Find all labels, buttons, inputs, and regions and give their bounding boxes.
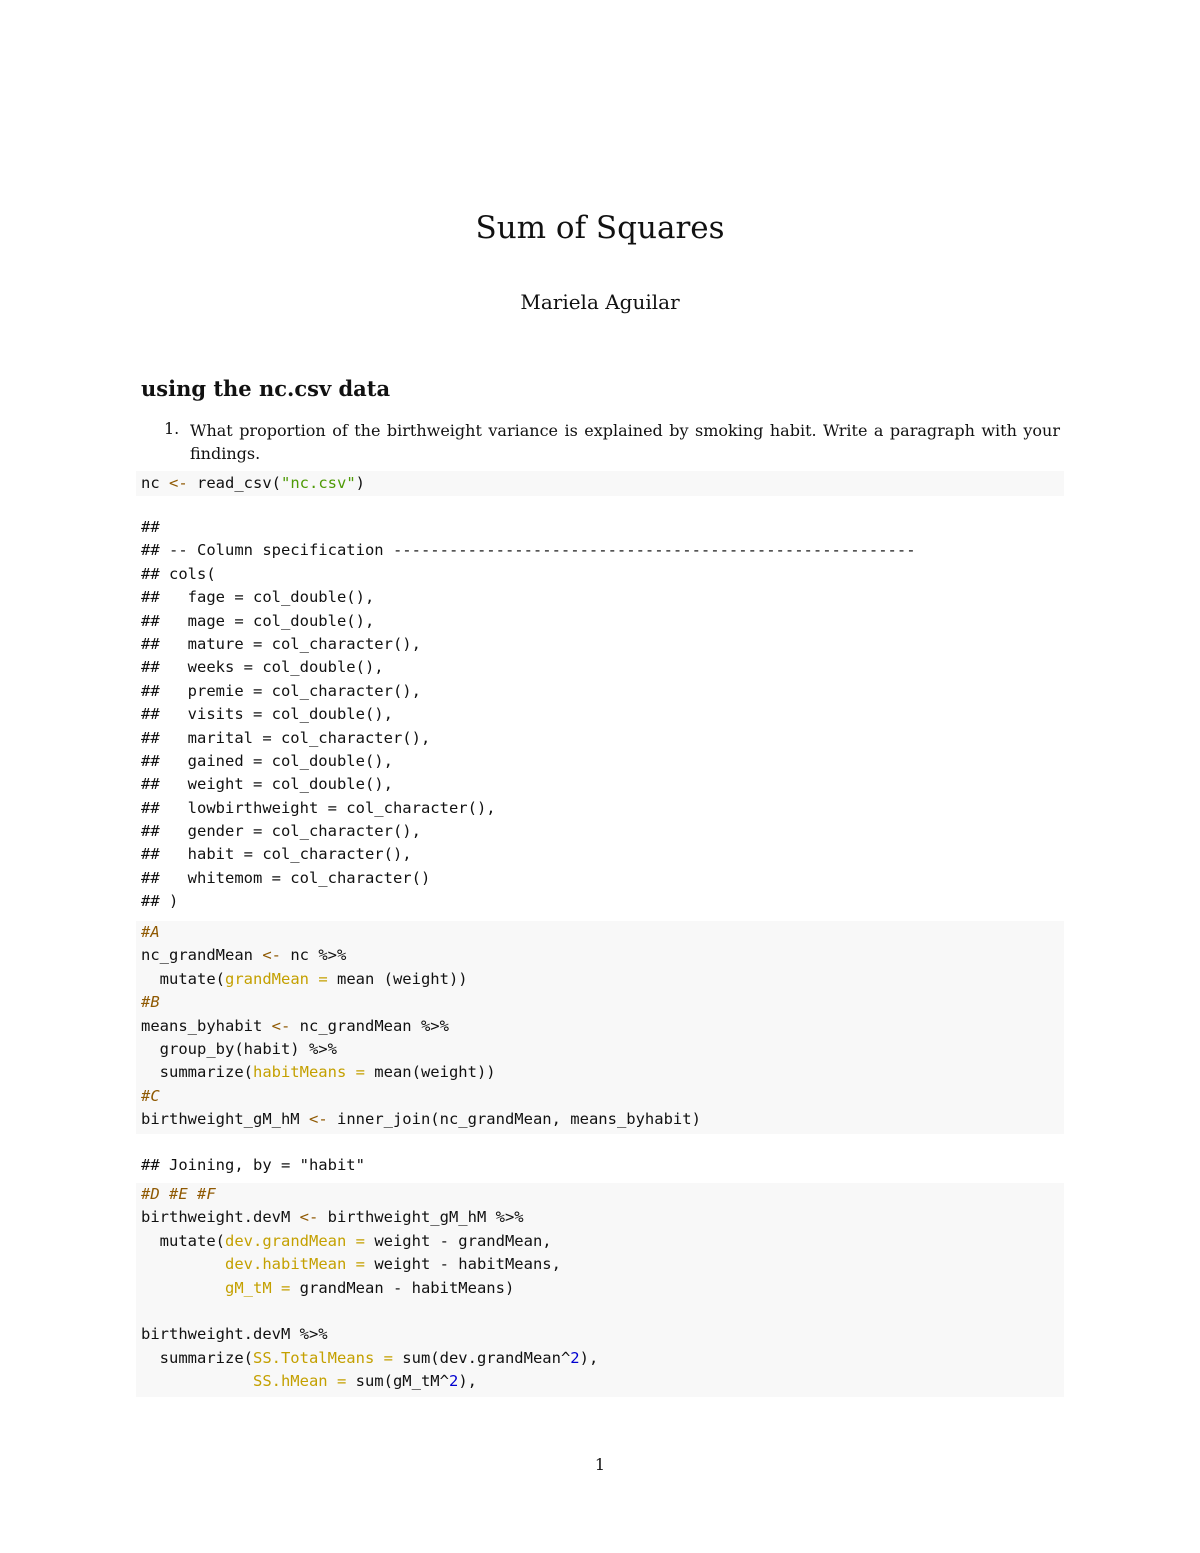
output-line: ## [141, 518, 160, 536]
code-number: 2 [448, 1372, 459, 1391]
output-line: ## cols( [141, 564, 216, 583]
code-argument: grandMean = [225, 969, 328, 988]
code-argument: dev.habitMean = [225, 1255, 365, 1274]
code-line [136, 968, 1064, 991]
code-token: <- [159, 474, 197, 492]
code-token: mutate( [141, 969, 225, 988]
code-token: birthweight_gM_hM [141, 1110, 309, 1129]
code-operator: <- [299, 1208, 319, 1227]
code-token: ) [355, 474, 365, 492]
question-text: What proportion of the birthweight variance is explained by smoking habit. Write a paragraph with your findings. [190, 421, 1060, 463]
code-token [141, 1279, 225, 1297]
output-line: ## marital = col_character(), [141, 728, 431, 747]
code-string: "nc.csv" [281, 474, 356, 492]
code-argument: dev.grandMean = [225, 1231, 365, 1250]
code-operator: <- [271, 1016, 291, 1035]
output-line: ## ) [141, 892, 179, 911]
code-chunk-means [136, 921, 1064, 1134]
output-line: ## gained = col_double(), [141, 751, 393, 770]
output-line: ## weeks = col_double(), [141, 658, 384, 677]
question-number: 1. [164, 419, 180, 438]
code-token: mean(weight)) [364, 1063, 496, 1082]
code-argument: habitMeans = [252, 1063, 365, 1082]
author-name: Mariela Aguilar [520, 290, 680, 314]
code-token: nc_grandMean %>% [290, 1016, 449, 1035]
output-line: ## gender = col_character(), [141, 822, 421, 841]
console-output-column-spec [136, 516, 1064, 914]
code-token: inner_join(nc_grandMean, means_byhabit) [327, 1110, 701, 1129]
code-token: mean (weight)) [327, 969, 468, 988]
code-token: ), [458, 1372, 477, 1391]
output-line: ## weight = col_double(), [141, 775, 393, 794]
code-line [136, 1253, 1064, 1276]
output-line: ## fage = col_double(), [141, 588, 375, 607]
code-comment: #B [141, 993, 160, 1012]
code-line [136, 1370, 1064, 1393]
code-number: 2 [570, 1348, 580, 1367]
output-line: ## mature = col_character(), [141, 634, 421, 653]
page-number: 1 [594, 1455, 606, 1474]
code-token: weight - grandMean, [364, 1231, 552, 1250]
code-token: grandMean - habitMeans) [290, 1278, 515, 1297]
code-argument: SS.TotalMeans = [252, 1348, 393, 1367]
output-line: ## -- Column specification -------------------------------------------------------- [141, 541, 916, 560]
code-comment: #C [141, 1086, 160, 1105]
code-chunk-read-csv [136, 471, 1064, 496]
code-operator: <- [262, 946, 281, 965]
code-token: summarize( [141, 1348, 253, 1367]
code-comment: #A [141, 923, 160, 941]
output-line: ## premie = col_character(), [141, 681, 421, 700]
code-operator: <- [308, 1110, 328, 1129]
code-token: mutate( [141, 1231, 225, 1250]
code-token [141, 1372, 253, 1390]
code-line [136, 472, 1064, 495]
output-line: ## lowbirthweight = col_character(), [141, 798, 496, 817]
code-token [141, 1255, 225, 1273]
code-token: sum(dev.grandMean^ [392, 1348, 571, 1367]
code-line [136, 1108, 1064, 1131]
code-line [136, 1015, 1064, 1038]
code-line [136, 1206, 1064, 1229]
output-line: ## Joining, by = "habit" [141, 1156, 365, 1174]
code-token: birthweight.devM [141, 1208, 300, 1227]
console-output-joining [136, 1154, 1064, 1177]
code-token: read_csv( [197, 474, 281, 492]
code-token: sum(gM_tM^ [346, 1372, 449, 1391]
code-token: nc %>% [281, 946, 347, 965]
code-chunk-deviations [136, 1183, 1064, 1397]
output-line: ## habit = col_character(), [141, 845, 412, 864]
document-title: Sum of Squares [475, 210, 725, 246]
code-token: summarize( [141, 1063, 253, 1082]
output-line: ## whitemom = col_character() [141, 868, 431, 887]
code-line [136, 1277, 1064, 1300]
code-token: birthweight_gM_hM %>% [318, 1208, 524, 1227]
output-line: ## mage = col_double(), [141, 611, 375, 630]
code-line [136, 1347, 1064, 1370]
section-heading: using the nc.csv data [141, 376, 391, 401]
code-token: ), [579, 1348, 599, 1367]
code-comment: #D #E #F [141, 1185, 216, 1203]
code-line [136, 1230, 1064, 1253]
code-argument: gM_tM = [225, 1278, 291, 1297]
code-token: nc [141, 474, 160, 492]
code-token: nc_grandMean [141, 946, 263, 965]
code-line [136, 1061, 1064, 1084]
code-blank-line [136, 1300, 1064, 1323]
output-line: ## visits = col_double(), [141, 705, 393, 724]
code-argument: SS.hMean = [252, 1372, 347, 1391]
code-line: birthweight.devM %>% [141, 1325, 328, 1344]
code-token: means_byhabit [141, 1016, 272, 1035]
code-line [136, 944, 1064, 967]
code-line: group_by(habit) %>% [141, 1039, 337, 1058]
code-token: weight - habitMeans, [364, 1255, 561, 1274]
